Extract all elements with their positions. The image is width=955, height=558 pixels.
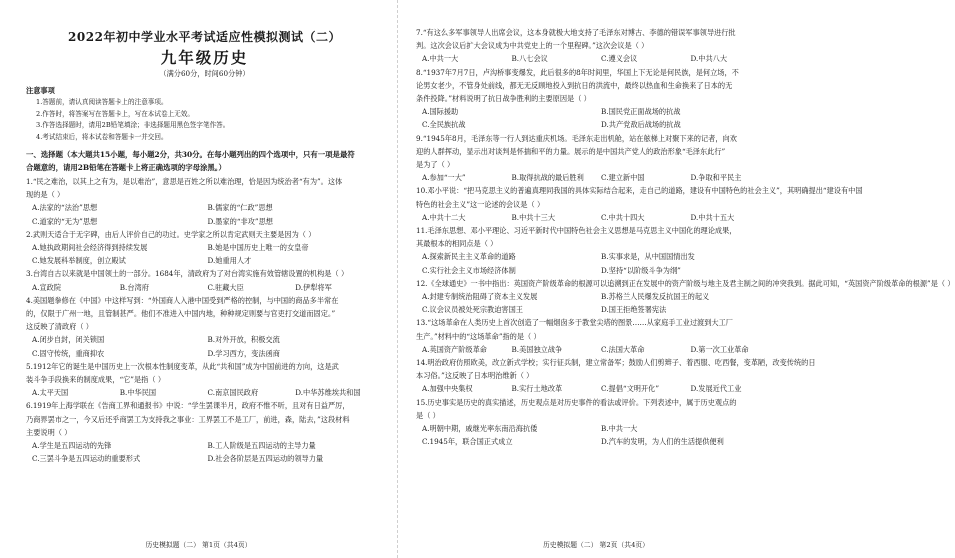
question-stem-cont: 生产。”材料中的“这场革命”指的是（ ）: [416, 331, 541, 341]
answer-option: B.美国独立战争: [511, 344, 563, 354]
answer-option: A.中共十二大: [422, 212, 466, 222]
question-block: [416, 356, 816, 396]
question-stem: 14.明治政府仿照欧美，改立新式学校；实行征兵制，建立常备军；鼓励人们剪辫子、着西服、吃西餐，变革陋，改变传统的日: [416, 358, 816, 368]
answer-option: B.中华民国: [119, 388, 157, 398]
option-group: [416, 382, 780, 395]
question-block: [416, 316, 780, 356]
answer-option: D.共产党敌后战场的抗战: [601, 120, 681, 130]
option-group: [26, 386, 383, 399]
question-stem: 13.“这场革命在人类历史上首次创造了一幅烟囱多于教堂尖塔的图景……从家庭手工业过渡到大工厂: [416, 318, 733, 328]
option-group: [416, 343, 780, 356]
question-stem: 10.邓小平说：“把马克思主义的普遍真理同我国的具体实际结合起来，走自己的道路，建设有中国特色的社会主义”，其明确提出“建设有中国: [416, 186, 863, 196]
notice-item: 3.作答选择题时，请用2B铅笔填涂；非选择题用黑色签字笔作答。: [36, 121, 230, 130]
answer-option: B.八七会议: [511, 54, 548, 64]
answer-option: D.伊犁将军: [295, 282, 332, 292]
answer-option: C.道家的“无为”思想: [32, 216, 98, 226]
answer-option: D.墨家的“非攻”思想: [207, 216, 273, 226]
answer-option: B.苏格兰人民爆发反抗国王的起义: [601, 292, 710, 302]
answer-option: C.实行社会主义市场经济体制: [422, 265, 516, 275]
question-stem-cont: 其最根本的相同点是（ ）: [416, 239, 498, 249]
answer-option: B.实事求是，从中国国情出发: [601, 252, 695, 262]
answer-option: D.她重用人才: [207, 256, 252, 266]
answer-option: D.中共十五大: [690, 212, 735, 222]
answer-option: C.南京国民政府: [207, 388, 259, 398]
page-footer-right: 历史模拟题（二） 第2页（共4页）: [543, 541, 649, 549]
answer-option: C.提倡“文明开化”: [601, 384, 660, 394]
question-stem-cont: 是（ ）: [416, 410, 440, 420]
question-block: [416, 132, 780, 185]
page-left: [0, 0, 397, 558]
question-list-left: [26, 175, 383, 465]
question-stem: 8.“1937年7月7日，卢沟桥事变爆发，此后很多的8年时间里，华国上下无论是何民族，是何立场，不: [416, 67, 739, 77]
answer-option: A.宣政院: [32, 282, 62, 292]
option-group: [416, 171, 780, 184]
notice-list: [26, 97, 383, 143]
answer-option: C.1945年，联合国正式成立: [422, 437, 513, 447]
question-stem-cont: 判。这次会议后扩大会议成为中共党史上的一个里程碑。”这次会议是（ ）: [416, 41, 649, 51]
answer-option: D.汽车的发明，为人们的生活提供便利: [601, 437, 724, 447]
question-stem: 7.“有这么多军事领导人出席会议，这本身就极大地支持了毛泽东对博古、李德的错误军事领导进行批: [416, 28, 736, 37]
answer-option: A.封建专制统治阻碍了资本主义发展: [422, 292, 538, 302]
option-group: [26, 333, 383, 359]
question-stem: 4.美国题拳修在《中国》中这样写到：“外国商人入港中国受到严格的控制，与中国的商品多半常在: [26, 295, 339, 305]
question-list-right: [416, 26, 955, 449]
notice-item: 4.考试结束后，将本试卷和答题卡一并交回。: [36, 132, 168, 141]
answer-option: D.学习西方，变法函商: [207, 348, 280, 358]
answer-option: C.固守传统，重商抑农: [32, 348, 105, 358]
answer-option: C.驻藏大臣: [207, 282, 244, 292]
question-block: [416, 66, 780, 132]
page-footer-left: 历史模拟题（二） 第1页（共4页）: [145, 541, 252, 549]
answer-option: B.取得抗战的最后胜利: [511, 173, 584, 183]
question-block: [416, 277, 955, 317]
answer-option: B.实行土地改革: [511, 384, 563, 394]
option-group: [416, 422, 780, 448]
answer-option: D.中华苏维埃共和国: [295, 388, 361, 398]
section-heading-cont: 合题意的，请用2B铅笔在答题卡上将正确选项的字母涂黑。）: [26, 163, 226, 173]
option-group: [416, 52, 780, 65]
answer-option: A.英国资产阶级革命: [422, 344, 487, 354]
option-group: [416, 250, 780, 276]
question-stem-cont: 是为了（ ）: [416, 160, 455, 170]
question-stem-cont: 这反映了清政府（ ）: [26, 322, 93, 332]
answer-option: A.明朝中期，戚继光率东南沿海抗倭: [422, 424, 538, 434]
answer-option: B.国民党正面战场的抗战: [601, 107, 681, 117]
question-stem-cont: 现的是（ ）: [26, 190, 65, 200]
answer-option: A.太平天国: [32, 388, 69, 398]
answer-option: B.台湾府: [119, 282, 149, 292]
question-stem: 5.1912年它的诞生是中国历史上一次根本性制度变革，从此“共和国”成为中国前进的方向，这是武: [26, 361, 339, 371]
question-block: [26, 399, 383, 465]
question-block: [416, 184, 863, 224]
answer-option: A.学生是五四运动的先锋: [32, 441, 112, 451]
answer-option: C.中共十四大: [601, 212, 645, 222]
answer-option: B.儒家的“仁政”思想: [207, 203, 273, 213]
question-stem-cont: 装斗争手段换来的制度成果，“它”是指（ ）: [26, 375, 166, 385]
option-group: [26, 439, 383, 465]
option-group: [26, 201, 383, 227]
question-stem: 6.1919年上海学联在《告商工界和通报书》中说：“学生罢课半月，政府不惟不听，且对有日益严厉，: [26, 401, 350, 411]
answer-option: C.全民族抗战: [422, 120, 466, 130]
answer-option: B.工人阶级是五四运动的主导力量: [207, 441, 316, 451]
question-block: [416, 396, 780, 449]
answer-option: B.中共一大: [601, 424, 638, 434]
answer-option: A.她执政期间社会经济得到持续发展: [32, 242, 148, 252]
question-block: [26, 294, 383, 360]
answer-option: D.第一次工业革命: [690, 344, 749, 354]
question-stem: 15.历史事实是历史的真实描述，历史观点是对历史事件的看法或评价。下列表述中，属于历史观点的: [416, 397, 737, 407]
question-stem: 9.“1945年8月，毛泽东等一行人到达重庆机场。毛泽东走出机舱，站在舷梯上对聚下来的记者，向欢: [416, 133, 737, 143]
question-stem: 1.“民之难治，以其上之有为，是以难治”，意思是百姓之所以难治理，恰是因为统治者“有为”。这体: [26, 176, 343, 186]
answer-option: D.发展近代工业: [690, 384, 742, 394]
question-stem: 12.《全球通史》一书中指出：英国资产阶级革命的根源可以追溯到正在发展中的资产阶级与地主及君主制之间的冲突我到。据此可知，“英国资产阶级革命的根源”是（ ）: [416, 278, 955, 288]
answer-option: A.国际援助: [422, 107, 459, 117]
answer-option: D.争取和平民主: [690, 173, 742, 183]
answer-option: A.法家的“法治”思想: [32, 203, 98, 213]
question-stem-cont: 本习俗。”这反映了日本明治维新（ ）: [416, 371, 534, 381]
question-stem-cont: 主要说明（ ）: [26, 427, 72, 437]
answer-option: D.社会各阶层是五四运动的领导力量: [207, 454, 324, 464]
question-stem: 3.台湾自古以来就是中国领土的一部分。1684年，清政府为了对台湾实施有效管辖设置的机构是（ ）: [26, 269, 349, 279]
notice-item: 2.作答时，将答案写在答题卡上，写在本试卷上无效。: [36, 109, 194, 118]
answer-option: C.遵义会议: [601, 54, 638, 64]
question-block: [26, 360, 383, 400]
section-heading: 一、选择题（本大题共15小题，每小题2分，共30分。在每小题列出的四个选项中，只有一项是最符: [26, 150, 355, 160]
question-stem: 11.毛泽东思想、邓小平理论、习近平新时代中国特色社会主义思想是马克思主义中国化的理论成果，: [416, 226, 737, 236]
question-stem-cont: 条件投降。”材料说明了抗日战争胜利的主要原因是（ ）: [416, 94, 591, 104]
answer-option: A.闭步自封，闭关锁国: [32, 335, 105, 345]
notice-item: 1.答题前，请认真阅读答题卡上的注意事项。: [36, 98, 168, 106]
question-stem-cont: 论男女老少，不管身处前线，都无无反顾地投入到抗日的洪流中，最终以热血和生命换来了日本的无: [416, 80, 733, 90]
option-group: [416, 290, 780, 316]
question-block: [26, 267, 383, 293]
answer-option: D.国王拒绝签署宪法: [601, 305, 667, 315]
question-block: [416, 26, 780, 66]
score-info: （满分60分，时间60分钟）: [159, 69, 250, 78]
answer-option: A.中共一大: [422, 54, 459, 64]
question-stem-cont: 特色的社会主义”这一论述的会议是（ ）: [416, 199, 545, 209]
notice-title: 注意事项: [26, 86, 55, 95]
answer-option: B.中共十三大: [511, 212, 556, 222]
option-group: [416, 105, 780, 131]
answer-option: C.三罢斗争是五四运动的重要形式: [32, 454, 141, 464]
option-group: [26, 241, 383, 267]
answer-option: C.建立新中国: [601, 173, 645, 183]
answer-option: C.法国大革命: [601, 344, 645, 354]
answer-option: C.她发展科举制度，创立殿试: [32, 256, 126, 266]
question-stem-cont: 的，仅限于广州一地，且管制甚严。他们不准进入中国内地，种种规定则要与官吏打交道而固定。”: [26, 309, 336, 318]
question-block: [416, 224, 780, 277]
exam-title: 2022年初中学业水平考试适应性模拟测试（二）: [68, 30, 341, 44]
answer-option: C.议会议员被处死宗教迫害国王: [422, 305, 523, 315]
question-block: [26, 175, 383, 228]
option-group: [416, 211, 780, 224]
question-stem-cont: 乃商界罢市之一，今又后还乎商罢工为支持我之事业：工界罢工不是工厂，前进，森，陆去，”这段材料: [26, 414, 350, 424]
answer-option: A.加强中央集权: [422, 384, 473, 394]
question-stem-cont: 迎的人群挥动，显示出对谈判是怀揣和平的力量。展示的是中国共产党人的政治形象“毛泽东此行”: [416, 146, 726, 156]
question-stem: 2.武则天适合于无字碑，由后人评价自己的功过。史学家之所以肯定武则天主要是因为（ ）: [26, 229, 316, 239]
page-right: [397, 0, 955, 558]
answer-option: A.探索新民主主义革命的道路: [422, 252, 516, 262]
option-group: [26, 281, 383, 294]
answer-option: B.她是中国历史上唯一的女皇帝: [207, 242, 309, 252]
subject-title: 九年级历史: [160, 48, 249, 67]
answer-option: A.参加“一大”: [422, 173, 466, 183]
answer-option: D.中共八大: [690, 54, 728, 64]
answer-option: D.坚持“以阶级斗争为纲”: [601, 265, 681, 275]
answer-option: B.对外开放，积极交流: [207, 335, 280, 345]
question-block: [26, 228, 383, 268]
